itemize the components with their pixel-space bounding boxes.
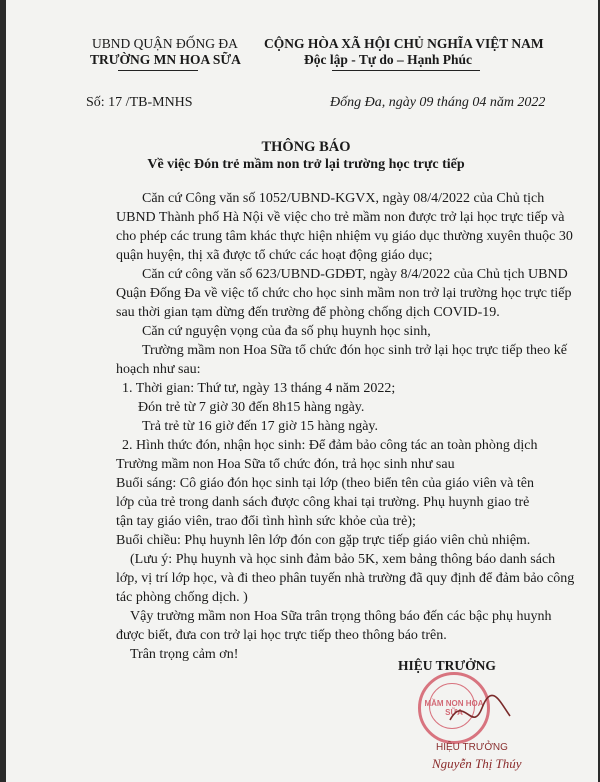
body-line: lớp của trẻ trong danh sách được công khai tại trường. Phụ huynh giao trẻ [116,495,530,510]
school-underline [118,70,198,71]
body-line: quận huyện, thị xã được tổ chức các hoạt động giáo dục; [116,248,433,263]
body-line: UBND Thành phố Hà Nội về việc cho trẻ mầm non được trở lại học trực tiếp và [116,210,565,225]
body-line: được biết, đưa con trở lại học trực tiếp theo thông báo trên. [116,628,447,643]
signature-role: HIỆU TRƯỞNG [398,658,496,673]
motto-underline [332,70,480,71]
body-line: tác phòng chống dịch. ) [116,590,248,605]
signature-stamp-role: HIỆU TRƯỞNG [436,742,508,753]
body-line: cho phép các trung tâm khác thực hiện nhiệm vụ giáo dục thường xuyên thuộc 30 [116,229,573,244]
place-date: Đống Đa, ngày 09 tháng 04 năm 2022 [330,95,546,110]
nation-name: CỘNG HÒA XÃ HỘI CHỦ NGHĨA VIỆT NAM [264,36,544,51]
body-line: Vậy trường mầm non Hoa Sữa trân trọng thông báo đến các bậc phụ huynh [130,609,552,624]
body-line: sau thời gian tạm dừng đến trường để phòng chống dịch COVID-19. [116,305,500,320]
body-line: lớp, vị trí lớp học, và đi theo phân tuyến nhà trường đã quy định để đảm bảo công [116,571,575,586]
body-line: (Lưu ý: Phụ huynh và học sinh đảm bảo 5K, xem bảng thông báo danh sách [130,552,556,567]
document-page [6,0,598,782]
school-name: TRƯỜNG MN HOA SỮA [90,52,241,67]
body-line: Trân trọng cảm ơn! [130,647,239,662]
body-line: 2. Hình thức đón, nhận học sinh: Để đảm bảo công tác an toàn phòng dịch [122,438,538,453]
body-line: Trường mầm non Hoa Sữa tổ chức đón, trả học sinh như sau [116,457,455,472]
stamp-text: MẦM NON HOA SỮA [424,699,484,717]
body-line: tận tay giáo viên, trao đổi tình hình sức khỏe của trẻ); [116,514,416,529]
signer-name: Nguyễn Thị Thúy [432,756,522,771]
body-line: Trả trẻ từ 16 giờ đến 17 giờ 15 hàng ngày. [142,419,378,434]
body-line: Trường mầm non Hoa Sữa tổ chức đón học sinh trở lại học trực tiếp theo kế [142,343,567,358]
handwritten-signature [446,690,516,740]
notice-subtitle: Về việc Đón trẻ mầm non trở lại trường học trực tiếp [147,157,465,172]
body-line: Căn cứ nguyện vọng của đa số phụ huynh học sinh, [142,324,431,339]
body-line: Buổi chiều: Phụ huynh lên lớp đón con gặp trực tiếp giáo viên chủ nhiệm. [116,533,531,548]
motto: Độc lập - Tự do – Hạnh Phúc [304,52,473,67]
agency-name: UBND QUẬN ĐỐNG ĐA [92,36,238,51]
body-line: Căn cứ công văn số 623/UBND-GDĐT, ngày 8/4/2022 của Chủ tịch UBND [142,267,568,282]
notice-title: THÔNG BÁO [261,139,351,155]
document-number: Số: 17 /TB-MNHS [86,95,193,110]
body-line: Quận Đống Đa về việc tổ chức cho học sinh mầm non trở lại trường học trực tiếp [116,286,572,301]
body-line: Căn cứ Công văn số 1052/UBND-KGVX, ngày 08/4/2022 của Chủ tịch [142,191,545,206]
body-line: Đón trẻ từ 7 giờ 30 đến 8h15 hàng ngày. [138,400,365,415]
body-line: 1. Thời gian: Thứ tư, ngày 13 tháng 4 năm 2022; [122,381,396,396]
body-line: hoạch như sau: [116,362,201,377]
body-line: Buổi sáng: Cô giáo đón học sinh tại lớp (theo biển tên của giáo viên và tên [116,476,534,491]
